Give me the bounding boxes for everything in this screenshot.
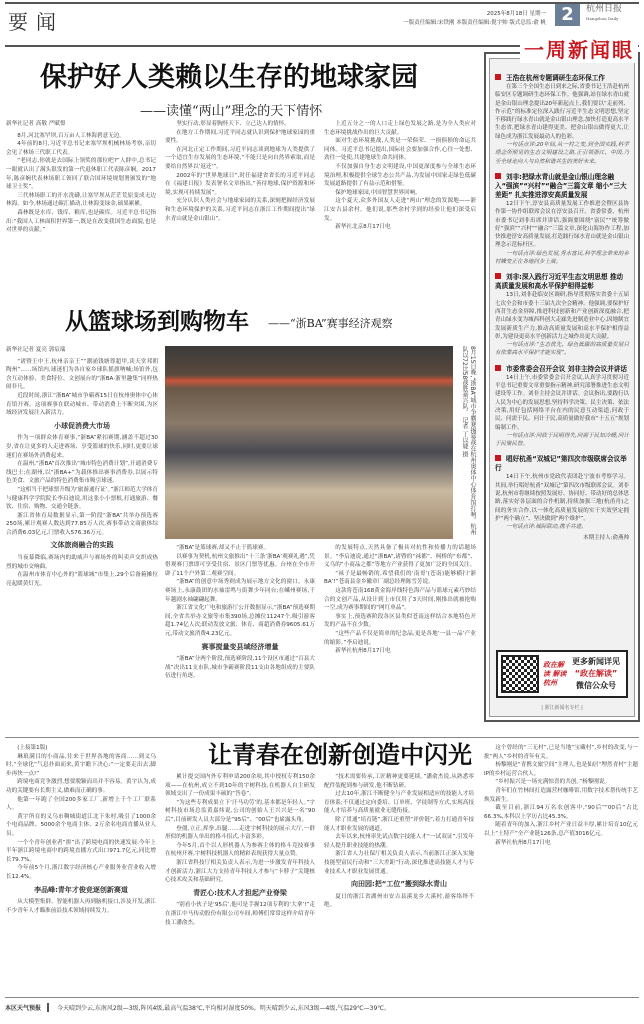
paragraph: 黄宇所在的义乌市稠城街道江北下朱村,吸引了1000余个电商品牌、5000余个电商主体、2万余名电商直播从业人员。 [6,813,156,837]
paragraph: 这款将苍南168黄金海岸线特色海产品与篮球元素巧妙结合的文创产品,从设计到上市仅用了3天时间,刚推出就被抢购一空,成为赛事期间的“网红单品”。 [324,587,476,612]
paragraph: 作为一项群众体育赛事,“浙BA”紧扣赛期,涵盖不超过30岁,省在让更多的人走进赛场、享受篮球的快乐,同时,更要让球迷们在赛场外消费起来。 [6,435,158,459]
sidebar-item-comment: 一句话点评:“生态优先、绿色低碳的高质量发展只有依靠高水平保护才能实现”。 [495,342,629,357]
subheading: 向田园:把“工位”搬到绿水青山 [350,880,447,889]
paragraph: 2002年的“世界地球日”,时任福建省省长的习近平同志在《福建日报》发表署名文章指出,“善待地球,保护资源和环境,实现可持续发展”。 [165,172,315,196]
issue-date: 2025年8月18日 星期一 [486,11,546,17]
article2-title: 从篮球场到购物车 [65,309,249,335]
sidebar-item-title-text: 刘非:把绿水青山就是金山银山理念融入“强滨”“兴村”“融合”三篇文章 缩小“三大差距” 扎实推进淳安高质量发展 [495,172,627,199]
sidebar-item-title-text: 王浩在杭州专题调研生态环保工作 [506,74,605,82]
paragraph: 夏日的浙江省湖州市安吉县溪龙乡大溪村,游客络绎不绝。 [324,893,474,909]
paragraph: “别看小伙子是‘95后’,他可是手握12项专利的‘大拿’!”走在浙江中马传动股份有限公司车间,师傅们常常这样介绍青年技工潘俞杰。 [165,902,315,926]
paragraph: “袜子是最畅销的,希望我们的‘南哥’(苍南)能够横扫‘浙BA’!”苍南县金乡徽章厂副总经理陈雪芳说。 [324,570,476,586]
paragraph: “这些产品不仅是简单的纪念品,更是各地‘一县一品’产业的缩影。”李启迪说。 [324,630,476,646]
paragraph: 浙江省体育局数据显示,第一阶段“浙BA”共举办预选赛250场,累计观赛人数达到77.85万人次,赛事带动文商旅体综合消费6.03亿元,门票收入576.36万元。 [6,512,158,536]
paragraph: 今年前5个月,浙江数字经济核心产业服务业营业收入增长12.4%。 [6,865,156,880]
article2-column-1 [6,346,158,736]
paragraph: 的发展特点,天然具备了极具对抗性和传播力的话题场景。“李启迪说,通过“浙BA”,诸暨的“袜都”、柯桥的“布都”、义乌的“小商品之都”等地方产业获得了更加广泛的全国关注。 [324,545,476,569]
article3-column-2 [165,773,315,994]
section-name: 要闻 [8,10,64,34]
sidebar-news-item[interactable] [490,365,634,449]
sidebar-news-item[interactable] [490,74,634,166]
paragraph: 新华社杭州8月17日电 [335,648,391,655]
weather-text: 今天晴到少云,东南风2级—3级,阵风4级,最高气温38℃,平均相对湿度50%。明天晴到少云,东风3级—4级,气温29℃—39℃。 [57,1005,391,1012]
paragraph: 跨境电商竞争激烈,想要脱颖而出并不容易。黄宇认为,成功的关键要有长期主义,做难而正确的事。 [6,779,156,794]
qr-line-3: 微信公众号 [576,681,616,690]
paragraph: 累计提交国内外专利申请200余项,其中授权专利150余项——在杭州,成立不到10年的宇树科技,在机器人自主研发领域交出了一份成果丰硕的“答卷”。 [165,774,315,798]
paragraph: 他第一年跑了全国200多家工厂,新增上千个工厂联系人。 [6,796,156,812]
paragraph: 面对生态环境挑战,人类是一荣俱荣、一损俱损的命运共同体。习近平总书记提出,国际社会要加强合作,心往一处想、劲往一处使,共建地球生命共同体。 [324,138,476,162]
footer-rule [5,997,639,998]
paragraph: 充分认识人类社会与地球家园的关系,深刻把握经济发展和生态环境保护的关系,习近平同志在浙江工作期间提出“绿水青山就是金山银山”。 [165,198,315,222]
article1-title: 保护好人类赖以生存的地球家园 [40,62,418,93]
paragraph: 事实上,预选赛阶段各区县类似苍南这样结合本地特色开发的产品不在少数。 [324,613,476,629]
paragraph: 不仅加强自身生态文明建设,中国更深度参与全球生态环境治理,积极提供全球生态公共产品,为发展中国家走绿色低碳发展道路提供了有益示范和借鉴。 [324,163,476,188]
paragraph: 三代林场职工的开水洗礴,让塞罕坝从茫茫荒原变成无边林海。如今,林场通过碳汇描动,让林海变绿金,硕果累累。 [6,192,156,208]
paragraph: “浙BA”分两个阶段,预选赛阶段,11个设区市通过“百县大战”决出11支市队,城市争霸赛阶段11支由各地组成的主要队伍进行角逐。 [165,656,315,680]
subheading: 文体旅商融合的实践 [50,541,114,550]
paragraph: 琳琅满目的小商品,往来于世界各地的客商……到义乌时,“全球化”气息扑面而来,黄宇瞻下决心:“一定要走出去,脚步再快一点!” [6,753,156,777]
sidebar-item-title[interactable] [495,273,629,291]
paragraph: 保护地球家园,中国智慧世界回响。 [335,189,421,196]
paragraph: “技术需要传承,工匠精神更要延续。”潘俞杰说,从熟悉零配件装配到参与研发,他不断钻研。 [324,774,474,789]
paragraph: 近段时间,浙江“浙BA”城市争霸赛15日在杭州奥体中心体育馆开赛。这项赛事在联动城市、带动消费上不断突围,为区域经济发展注入新活力。 [6,392,158,417]
paragraph: “为这些专利成果立下‘汗马功劳’的,基本都是年轻人。”宇树科技市场总监黄嘉炜说,公司的创始人王兴兴是一名“90后”,目前研发人员大部分是“95后”、“00后”也崭露头角。 [165,799,315,823]
article3-column-4 [484,744,638,994]
paragraph: 新华社北京8月17日电 [335,224,391,231]
red-square-bullet-icon [495,273,501,279]
sidebar-news-item[interactable] [490,455,634,531]
qr-line-1: 更多新闻详见 [572,657,620,666]
paragraph: 4年前的8月,习近平总书记来塞罕坝机械林场考察,亲切会见了林场三代职工代表。 [6,141,156,156]
article3-column-1 [6,744,156,994]
paragraph: 在温州市体育中心外的“篮球城”市集上,29个后备箱摊位亮起暖黄灯光。 [6,572,158,587]
paragraph: 浙江省文化广电和旅游厅公开数据显示,“浙BA”预选赛期间,全省共举办文旅等市集390场,总摊位11247个,吸引游客超1.74亿人次;联动发放文旅、体育、商超消费券9605.61万元,带动文旅消费4.23亿元。 [165,605,315,637]
sidebar-item-comment: 一句话点评:20年间,从一村之变,到全国实践,科学理念所照见的生态文明建设之路,正引领浙江、中国,乃至全球走向人与自然和谐共生的美好未来。 [495,142,629,165]
sidebar-item-title-text: 刘非:深入践行习近平生态文明思想 推动高质量发展和高水平保护相得益彰 [495,273,624,291]
paragraph: 森林既是水库、钱库、粮库,也是碳库。习近平总书记指出:“我国人工林面积世界第一,既是在改变我国生态面貌,也是对世界的贡献。” [6,209,156,234]
red-square-bullet-icon [495,173,501,179]
newspaper-logo: 杭州日报 Hangzhou Daily [586,4,623,21]
paragraph: 新华社杭州8月17日电 [495,839,551,846]
article1-column-2 [165,120,315,300]
paragraph: “这相当于把球票升级为‘旅游通行证’。”浙江师范大学体育与健康科学学院院长李启迪说,用这张小小票根,打通旅游、餐饮、住宿、购物、交通全链条。 [6,486,158,511]
paragraph: 在河北正定工作期间,习近平同志谈到地球为人类提供了一个适宜生存发展的生态环境,“不能只是向自然界索取,而是要给自然界以‘返还’”。 [165,146,315,170]
paragraph: 当夜幕降临,赛场内的助威声与赛场外的叫卖声交织成热烈的城市交响曲。 [6,555,158,570]
paragraph: 浙江省人力社保厅相关负责人表示,当前浙江正深入实施技能型富民行动和“三大差距”行动,深化推进高技能人才与专业技术人才职业发展贯通。 [324,851,474,875]
article1-subtitle: ——读懂“两山”理念的天下情怀 [140,104,323,119]
paragraph: 这个曾经的“三无村”,已是当地“宝藏村”,乡村的改变,与一批“两人”乡村的青年有关。 [484,745,638,760]
sidebar-item-title[interactable] [495,455,629,473]
sidebar-item-comment: 一句话点评:城际联动,携手共进。 [506,524,587,531]
qr-red-slogan: 政在解读 解读杭州 [543,660,567,687]
byline: 新华社记者 高敬 严赋憬 [6,121,66,127]
subheading: 青匠心:技术人才担起产业脊梁 [193,888,287,897]
paragraph: 除了贯通“培育链”,浙江还重塑“评价链”,着力打通青年技能人才职业发展的通道。 [324,816,474,832]
weekly-news-sidebar [484,52,640,722]
paragraph: 去年以来,杭州率先试点数字技能人才“一试双证”,引发年轻人提升职业技能的热潮。 [324,834,474,849]
paragraph: 这个夏天,众多外国友人走进“两山”理念的发源地——浙江安吉县余村。他们说,那些余村学到的经验让他们深受启发。 [324,198,476,222]
top-rule [5,2,639,4]
sidebar-host: 本期主持人:俞燕帅 [583,535,629,542]
qr-code-icon[interactable] [501,655,539,693]
article1-column-1 [6,120,156,300]
sidebar-item-title[interactable] [495,173,629,200]
sidebar-item-title-text: 唱好杭甬“双城记”第四次市级联席会议举行 [495,455,627,473]
paragraph: 过去10年,浙江不断健全与产业发展相适应的技能人才培育体系;不仅通过定向委培、订单班、学徒制等方式,实现高技能人才培养与高质量就业无缝衔接。 [324,791,474,815]
article2-column-2 [165,544,315,736]
sidebar-item-comment: 一句话点评:绿色发展,秀水富民,科学理念带来的乡村蝶变正在各地同步上演。 [495,250,629,266]
article2-column-3 [324,544,476,736]
paragraph: 在温州,“浙BA”首次推出“城市特色消费计划”,开通消费专线巴士;在湖州,以“浙BA+”为载体推出赛事消费券,以展示特色美食、文旅产品的特色消费集市吸引球迷。 [6,461,158,485]
paragraph: 8月,河北塞罕坝,百万亩人工林海碧意无边。 [17,132,125,139]
weather-forecast [5,1003,390,1012]
qr-line-2: “政在解读” [574,669,618,678]
paragraph: “老同志,你就是去国际上领奖的那位吧?”人群中,总书记一眼就认出了满头银发的第一代退休职工代表陈彦娴。2017年,陈彦娴代表林场职工领回了联合国环境规划署颁发的“地球卫士奖”。 [6,158,156,191]
sidebar-item-body: 14日上午,市委常委会召开会议,认真学习贯彻习近平总书记重要文章重要指示精神,研究部署推进生态文明建设等工作。刘非主持会议并讲话。会议指出,要践行以人民为中心的发展思想,坚持科学决策、民主决策、依法决策,用好包括网络平台在内的民意互动渠道,问政于民、问需于民、问计于民,高质量做好我市“十五五”规划编制工作。 [495,374,629,431]
subheading: 李品峰:青年才俊竞逐创新赛道 [34,885,128,894]
sidebar-item-body: 14日下午,杭州市党政代表团赴宁波市考察学习。其间,举行唱好杭甬“双城记”第四次市级联席会议。刘非说,杭州市将继续按照发展好、协同好、带动好的总体思路,落实好各层面的合作机制,持续加强三地(杭甬舟)之间的务实合作,以一体化高质量发展的实干实效坚定拥护“两个确立”、坚决做到“两个维护”。 [495,474,629,522]
subheading: 赛事搅量变县域经济增量 [201,642,279,651]
paragraph: 上近五分之一的人口走上绿色发展之路,是为全人类应对生态环境挑战作出的巨大贡献。 [324,121,476,136]
paragraph: 以赛事为契机,杭州文旅推出“十三条‘浙BA’观赛礼遇”,凭借观赛门票即可享受住宿、景区门票等优惠。台州在全市开辟了11个户外第二观赛空间。 [165,553,315,577]
paragraph: 截至目前,浙江94万名农创客中,“90后”“00后”占比66.3%,本科以上学历占比45.3%。 [484,805,638,820]
paragraph: 浙江省科技厅相关负责人表示,为进一步激发青年科技人才创新活力,浙江大力支持青年科技人才参与“卡脖子”关键核心技术攻关和基础研究。 [165,859,315,884]
weather-label: 本区天气预报 [5,1003,49,1012]
subheading: 小球促消费大市场 [54,421,110,430]
paragraph: “诸暨王中王,杭州亲亲王”“潮涌钱塘尊超甲,读天堂邦朝陶州”……场馆内,球迷们为各自家乡球队摇旗呐喊;场馆外,包含互动体验、美食特位、文创展台的“浙BA·浙里趣集”同样热闹非凡。 [6,358,158,391]
paragraph: (上接第1版) [17,745,48,751]
sidebar-news-item[interactable] [490,273,634,357]
paragraph: 从大模型集群、智能机器人再到脑机接口,涉及开发,浙江不少青年人才瞄准前沿技术领域持续发力。 [6,899,156,914]
sidebar-item-title-text: 市委常委会召开会议 刘非主持会议并讲话 [506,364,627,373]
paragraph: 今年5月,首个以人形机器人为参赛主体的格斗竞技赛事在杭州开赛,宇树科技机器人的精彩表现获得大量点赞。 [165,842,315,858]
paragraph: 随着青年的加入,浙江乡村产业日益丰厚,累计培育10亿元以上“土特产”全产业链126条,总产值3016亿元。 [484,822,638,837]
qr-footer: | 浙江新闻名专栏 | [541,705,583,711]
paragraph: 坚实行动,彰显着胸怀天下、立己达人的情怀。 [176,121,290,127]
sidebar-item-body: 13日,刘非赴临安区调研,指导贯彻落实省委十五届七次全会和市委十三届九次全会精神。他强调,要保护好西苕生态金屏障,推进科技创新和产业创新深度融合,把青山绿水变为城西科创大走廊先进制造业中心,因地制宜发展新质生产力,推动高质量发展和高水平保护相得益彰,为建设更高水平创新活力之城作出更大贡献。 [495,292,629,340]
photo-caption: 8月15日晚,“浙BA”城市争霸赛揭幕战在杭州奥体中心体育馆打响。杭州队以72比58战胜嘉兴队。 记者 丁以婕 摄 [461,346,476,536]
red-square-bullet-icon [495,74,501,80]
paragraph: 在地方工作期间,习近平同志就认识到保护地球家园的重要性。 [165,129,315,145]
editors-line: 一版责任编辑:宋铁刚 本版责任编辑:倪宇帅 版式总监:俞 帆 [403,20,546,26]
red-square-bullet-icon [495,365,501,371]
wechat-qr-promo[interactable] [496,650,628,698]
article3-column-3 [324,773,474,994]
article2-subtitle: ——“浙BA”赛事经济观察 [268,317,393,330]
sidebar-item-body: 12日下午,淳安县高质量发展工作推进会暨区县协作第一协作组联席会议在淳安县召开。省委常委、杭州市委书记刘非出席并讲话,强调要围绕“富民”“统筹做好“强滨”“兴村”“融合”三篇文章,深化山海协作工程,加快推进淳安高质量发展,打造践行绿水青山就是金山银山理念示范标杆区。 [495,200,629,249]
red-square-bullet-icon [495,455,501,461]
section-divider [5,737,639,738]
paragraph: 青年们在竹林间打造露营村咖啡馆,用数字技术帮传统手艺焕发新生。 [484,787,638,803]
paragraph: 一个个青年创业者“拼”出了跨境电商的快速发展:今年上半年浙江跨境电商中的跨境直播方式出口971.7亿元,同比增长79.7%。 [6,839,156,863]
sidebar-item-title[interactable] [495,74,629,83]
page-number: 2 [555,4,580,26]
paragraph: 杨黎刚是“青携文旅空间”主理人,也是仙居“埋然青村”主题IP的乡村运营合伙人。 [484,762,638,777]
paragraph: “浙BA”的创意中场秀则成为展示地方文化的窗口。永康赛场上,永康鼓团的水袖雷鸣与街舞少年同台;在嵊州赛场,千年越剧水袖翩翩起舞。 [165,579,315,603]
sidebar-news-item[interactable] [490,173,634,266]
paragraph: “乡村振兴是一场充满惊喜的共创。”杨黎刚说。 [495,779,611,786]
sidebar-title: 一周新闻眼 [520,34,638,63]
paragraph: 登僵,立正,挥拳,出腿……走进宇树科技的展示大厅,一群形似的机器人单出的格斗招式,丰富多彩。 [165,825,315,841]
article1-column-3 [324,120,476,300]
sidebar-item-title[interactable] [495,365,629,374]
article3-title: 让青春在创新创造中闪光 [208,741,472,769]
paragraph: “浙BA”是篮球赛,却又不止于篮球赛。 [176,545,270,551]
sidebar-item-body: 在第三个全国生态日到来之际,省委书记王浩赴杭州临安区专题调研生态环保工作。他强调,站在绿水青山就是金山银山理念提出20年新起点上,我们要以“走前列、作示范”的标准定位深入践行习近平生态文明思想,坚定不移践行绿水青山就是金山银山理念,加快打造更高水平生态省,把绿水青山建得更美、把金山银山做得更大,让绿色成为浙江发展最动人的色彩。 [495,84,629,140]
byline: 新华社记者 夏亮 郭宸瑞 [6,347,66,353]
basketball-game-photo [165,346,453,539]
sidebar-item-comment: 一句话点评:问政于民明得失,问需于民知冷暖,问计于民聚民智。 [495,432,629,448]
